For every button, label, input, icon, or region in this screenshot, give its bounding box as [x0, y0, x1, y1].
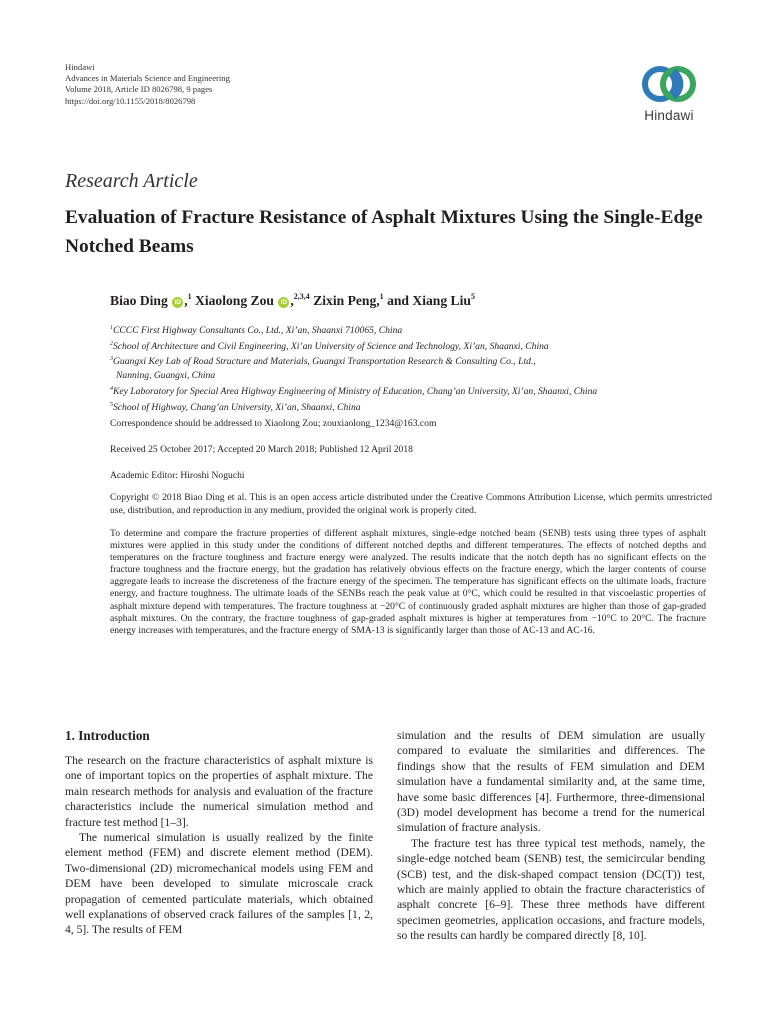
- article-type: Research Article: [65, 170, 198, 192]
- volume-info: Volume 2018, Article ID 8026798, 9 pages: [65, 84, 213, 95]
- author-affiliation-ref: 5: [470, 292, 475, 301]
- affiliation-item: [110, 399, 720, 415]
- affiliation-number: 3: [110, 356, 113, 363]
- section-heading: 1. Introduction: [65, 728, 150, 743]
- affiliation-number: 5: [110, 401, 113, 408]
- abstract: To determine and compare the fracture properties of different asphalt mixtures, single-edge notched beam (SENB) tests using three types of asphalt mixtures were applied in this study under the conditions of different notched depths and different temperatures. The effects of notched depths and temperatures on the fracture toughness and fracture energy were analyzed. The results indicate that the notch depth has no significant effects on the fracture toughness and the fracture energy, but the gradation has relatively obvious effects on the fracture energy, which the larger contents of course aggregate leads to increase the discreteness of the fracture energy of the specimen. The temperature has significant effects on the ultimate loads, fracture energy, and fracture toughness. The ultimate loads of the SENBs reach the peak value at 0°C, which could be resulted in that viscoelastic properties of asphalt mixture depend with temperatures. The fracture toughness at −20°C of continuously graded asphalt mixtures are higher than those of gap-graded asphalt mixtures. On the contrary, the fracture toughness of gap-graded asphalt mixtures is higher at temperatures from −10°C to 20°C. The fracture energy increases with temperatures, and the fracture energy of SMA-13 is significantly larger than those of AC-13 and AC-16.: [110, 528, 706, 636]
- doi-link[interactable]: https://doi.org/10.1155/2018/8026798: [65, 95, 196, 106]
- correspondence: Correspondence should be addressed to Xiaolong Zou; zouxiaolong_1234@163.com: [110, 418, 437, 429]
- journal-name: Advances in Materials Science and Engineering: [65, 73, 230, 84]
- affiliation-continuation: Nanning, Guangxi, China: [116, 370, 216, 382]
- author-name[interactable]: and Xiang Liu: [387, 293, 471, 308]
- body-column-right: [397, 728, 705, 944]
- copyright-notice: Copyright © 2018 Biao Ding et al. This is an open access article distributed under the Creative Commons Attribution License, which permits unrestricted use, distribution, and reproduction in any medium, provided the original work is properly cited.: [110, 492, 712, 516]
- paragraph: The fracture test has three typical test methods, namely, the single-edge notched beam (SENB) test, the semicircular bending (SCB) test, and the disk-shaped compact tension (DC(T)) test, which are mainly applied to obtain the fracture characteristics of asphalt concrete [6–9]. These three methods have different specimen geometries, application occasions, and fracture models, so the results can hardly be compared directly [8, 10].: [397, 836, 705, 943]
- affiliation-number: 1: [110, 325, 113, 331]
- hindawi-logo: [630, 62, 708, 138]
- orcid-icon[interactable]: iD: [172, 297, 183, 308]
- affiliation-item: [110, 383, 720, 399]
- affiliation-text: School of Architecture and Civil Engineering, Xi’an University of Science and Technology, Xi’an, Shaanxi, China: [113, 340, 549, 352]
- affiliation-item: [110, 338, 720, 354]
- author-affiliation-ref: 1: [187, 292, 192, 301]
- author-name[interactable]: Biao Ding: [110, 293, 168, 308]
- paragraph: simulation and the results of DEM simulation are usually compared to evaluate the similarities and differences. The findings show that the results of FEM simulation and DEM simulation have a fundamental similarity and, at the same time, have some basic differences [4]. Furthermore, three-dimensional (3D) model development has become a trend for the numerical simulation of fracture analysis.: [397, 729, 705, 835]
- body-column-left: [65, 728, 373, 938]
- affiliation-item: [110, 322, 720, 338]
- affiliation-text: School of Highway, Chang’an University, Xi’an, Shaanxi, China: [113, 401, 361, 413]
- paragraph: The research on the fracture characteristics of asphalt mixture is one of important topics on the properties of asphalt mixture. The main research methods for analysis and evaluation of the fracture characteristics include the numerical simulation method and fracture test method [1–3].: [65, 754, 373, 829]
- author-affiliation-ref: 2,3,4: [293, 292, 310, 301]
- publisher-name: Hindawi: [65, 62, 95, 72]
- author-name[interactable]: Xiaolong Zou: [195, 293, 274, 308]
- orcid-icon[interactable]: iD: [278, 297, 289, 308]
- author-name[interactable]: Zixin Peng,: [313, 293, 380, 308]
- article-title: Evaluation of Fracture Resistance of Asphalt Mixtures Using the Single-Edge Notched Beams: [65, 207, 703, 257]
- academic-editor: Academic Editor: Hiroshi Noguchi: [110, 470, 245, 481]
- affiliation-number: 4: [110, 385, 113, 392]
- publication-dates: Received 25 October 2017; Accepted 20 March 2018; Published 12 April 2018: [110, 444, 413, 455]
- affiliation-text: Guangxi Key Lab of Road Structure and Materials, Guangxi Transportation Research & Consulting Co., Ltd.,: [113, 356, 536, 368]
- logo-text: Hindawi: [644, 108, 694, 123]
- author-list: Biao Ding iD ,$^1$ Xiaolong Zou iD ,$^{2,3,4}$ Zixin Peng,$^1$ and Xiang Liu$^5$: [110, 292, 475, 308]
- author-affiliation-ref: 1: [379, 292, 384, 301]
- affiliations: [110, 322, 720, 414]
- affiliation-number: 2: [110, 340, 113, 347]
- journal-header: [65, 62, 230, 107]
- paragraph: The numerical simulation is usually realized by the finite element method (FEM) and discrete element method (DEM). Two-dimensional (2D) micromechanical models using FEM and DEM have been developed to simulate microscale crack propagation of cemented particulate materials, which obtained well explanations of observed crack failures of the samples [1, 2, 4, 5]. The results of FEM: [65, 831, 373, 937]
- affiliation-text: CCCC First Highway Consultants Co., Ltd., Xi’an, Shaanxi 710065, China: [113, 325, 403, 336]
- affiliation-item: [110, 353, 720, 369]
- hindawi-logo-icon: [640, 62, 698, 106]
- affiliation-text: Key Laboratory for Special Area Highway Engineering of Ministry of Education, Chang’an University, Xi’an, Shaanxi, China: [113, 385, 598, 397]
